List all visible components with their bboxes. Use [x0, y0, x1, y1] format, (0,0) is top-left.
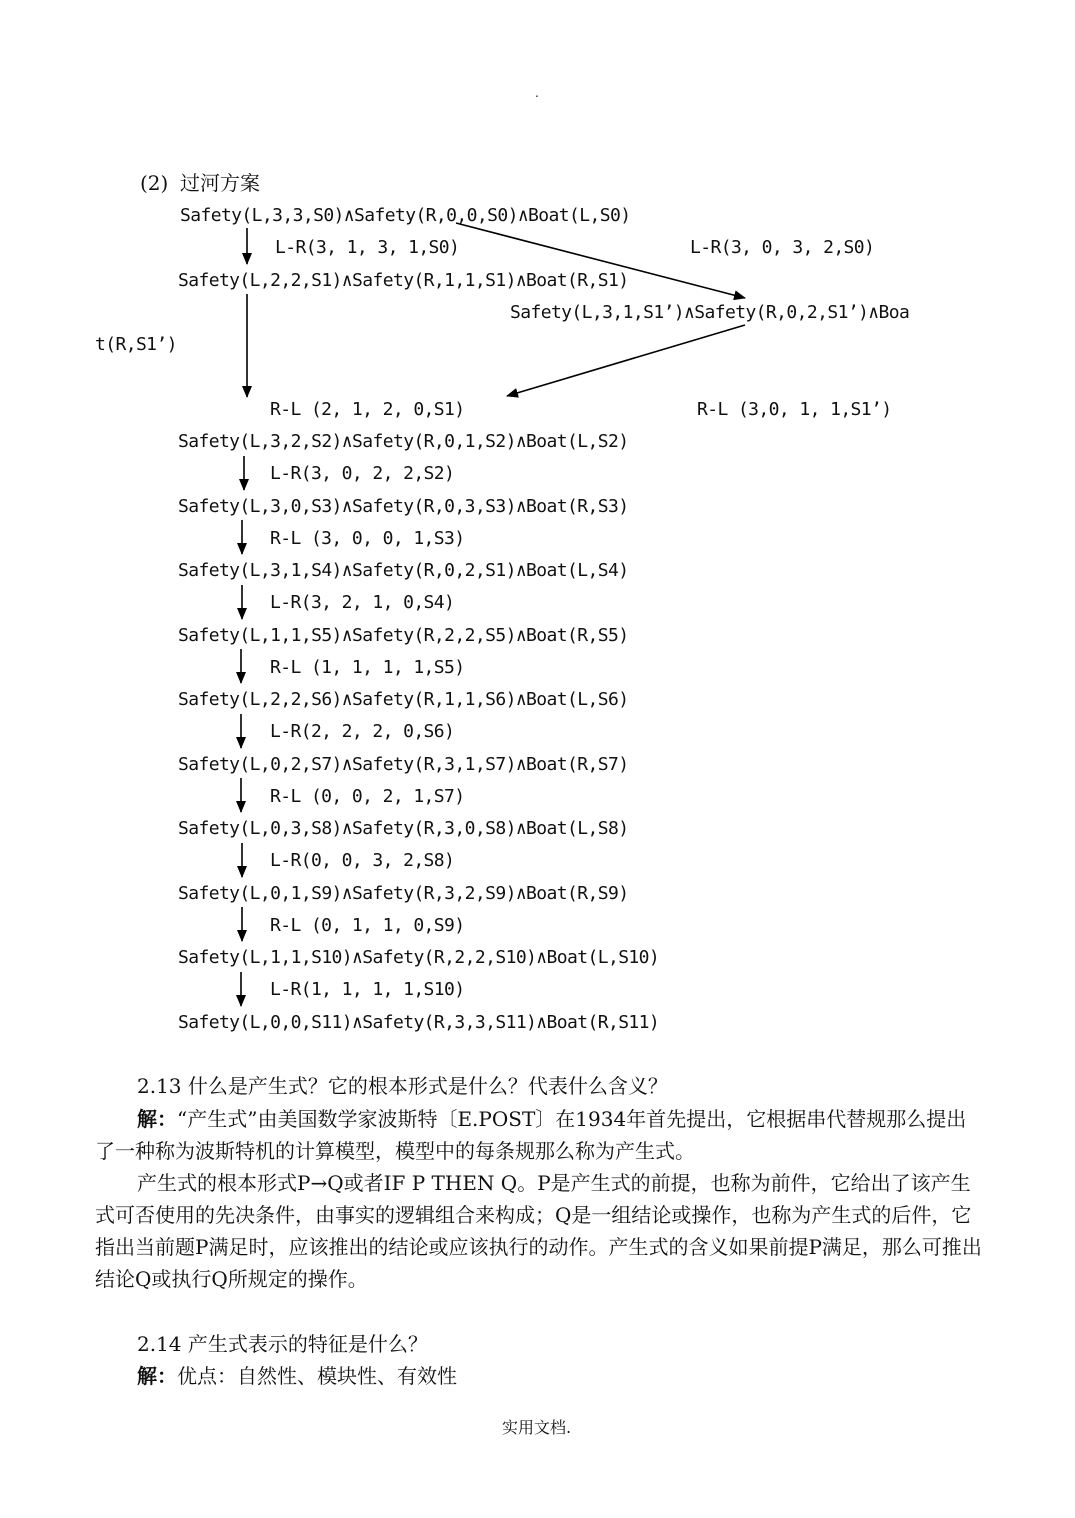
section-label: (2) [140, 171, 169, 195]
q214-answer [137, 1364, 457, 1388]
state-s11: Safety(L,0,0,S11)∧Safety(R,3,3,S11)∧Boat(R,S11) [178, 1012, 660, 1033]
footer: 实用文档. [502, 1418, 572, 1437]
op-0: L-R(3, 1, 3, 1,S0) [275, 237, 460, 258]
op-2: L-R(3, 0, 2, 2,S2) [270, 463, 455, 484]
op-3: R-L (3, 0, 0, 1,S3) [270, 528, 465, 549]
op-5: R-L (1, 1, 1, 1,S5) [270, 657, 465, 678]
op-9: R-L (0, 1, 1, 0,S9) [270, 915, 465, 936]
state-s9: Safety(L,0,1,S9)∧Safety(R,3,2,S9)∧Boat(R,S9) [178, 883, 629, 904]
branch-op-out: L-R(3, 0, 3, 2,S0) [690, 237, 875, 258]
state-s8: Safety(L,0,3,S8)∧Safety(R,3,0,S8)∧Boat(L,S8) [178, 818, 629, 839]
q213-answer-label: 解： [137, 1107, 177, 1131]
state-s5: Safety(L,1,1,S5)∧Safety(R,2,2,S5)∧Boat(R,S5) [178, 625, 629, 646]
q213-title: 2.13 什么是产生式？它的根本形式是什么？代表什么含义？ [137, 1074, 668, 1098]
op-7: R-L (0, 0, 2, 1,S7) [270, 786, 465, 807]
q214-answer-text: 优点：自然性、模块性、有效性 [177, 1364, 457, 1388]
branch-state-part1: Safety(L,3,1,S1’)∧Safety(R,0,2,S1’)∧Boa [510, 302, 910, 323]
op-8: L-R(0, 0, 3, 2,S8) [270, 850, 455, 871]
arrow-s0-branch [456, 223, 745, 298]
state-s3: Safety(L,3,0,S3)∧Safety(R,0,3,S3)∧Boat(R,S3) [178, 496, 629, 517]
q213-answer-p1 [95, 1103, 985, 1167]
op-4: L-R(3, 2, 1, 0,S4) [270, 592, 455, 613]
state-s6: Safety(L,2,2,S6)∧Safety(R,1,1,S6)∧Boat(L,S6) [178, 689, 629, 710]
state-s7: Safety(L,0,2,S7)∧Safety(R,3,1,S7)∧Boat(R,S7) [178, 754, 629, 775]
state-s10: Safety(L,1,1,S10)∧Safety(R,2,2,S10)∧Boat(L,S10) [178, 947, 660, 968]
state-s2: Safety(L,3,2,S2)∧Safety(R,0,1,S2)∧Boat(L,S2) [178, 431, 629, 452]
q213-answer-p2: 产生式的根本形式P→Q或者IF P THEN Q。P是产生式的前提，也称为前件，它给出了该产生式可否使用的先决条件，由事实的逻辑组合来构成；Q是一组结论或操作，也称为产生式的后件，它指出当前题P满足时，应该推出的结论或应该执行的动作。产生式的含义如果前提P满足，那么可推出结论Q或执行Q所规定的操作。 [95, 1171, 982, 1291]
state-s1: Safety(L,2,2,S1)∧Safety(R,1,1,S1)∧Boat(R,S1) [178, 270, 629, 291]
q214-answer-label: 解： [137, 1364, 177, 1388]
branch-state-part2: t(R,S1’) [95, 334, 177, 355]
state-s4: Safety(L,3,1,S4)∧Safety(R,0,2,S1)∧Boat(L,S4) [178, 560, 629, 581]
section-title: 过河方案 [180, 171, 260, 195]
arrow-branch-s2 [507, 325, 745, 396]
branch-op-back: R-L (3,0, 1, 1,S1’) [697, 399, 892, 420]
state-s0: Safety(L,3,3,S0)∧Safety(R,0,0,S0)∧Boat(L,S0) [180, 205, 631, 226]
header-dot: . [535, 86, 539, 100]
op-1: R-L (2, 1, 2, 0,S1) [270, 399, 465, 420]
op-10: L-R(1, 1, 1, 1,S10) [270, 979, 465, 1000]
q214-title: 2.14 产生式表示的特征是什么？ [137, 1332, 428, 1356]
op-6: L-R(2, 2, 2, 0,S6) [270, 721, 455, 742]
q213-answer-p1-text: “产生式”由美国数学家波斯特〔E.POST〕在1934年首先提出，它根据串代替规那么提出了一种称为波斯特机的计算模型，模型中的每条规那么称为产生式。 [95, 1107, 967, 1163]
